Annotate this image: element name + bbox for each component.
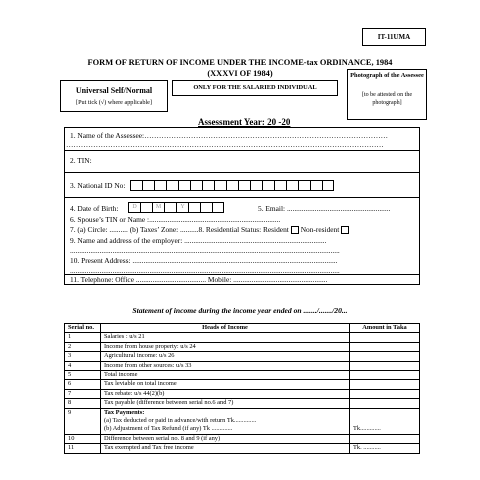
nid-cell[interactable] bbox=[286, 180, 298, 191]
amount-cell[interactable] bbox=[350, 352, 420, 361]
tax-payments-heading: Tax Payments: bbox=[104, 408, 145, 416]
dob-cell[interactable] bbox=[164, 202, 176, 213]
present-address-field[interactable]: 10. Present Address: ............................................................................................................... bbox=[70, 256, 338, 265]
header-serial: Serial no. bbox=[65, 324, 101, 333]
dob-cell[interactable]: M bbox=[152, 202, 164, 213]
tax-payments-amount[interactable]: Tk............. bbox=[353, 425, 381, 433]
amount-cell[interactable]: Tk. ........... bbox=[350, 444, 420, 453]
nid-cell[interactable] bbox=[166, 180, 178, 191]
resident-checkbox[interactable] bbox=[291, 226, 299, 234]
divider bbox=[64, 172, 420, 173]
email-field[interactable]: 5. Email: ........................................................ bbox=[258, 204, 391, 213]
present-address-field-continued[interactable]: .................................................................................................................................................. bbox=[70, 266, 340, 275]
nid-cell[interactable] bbox=[142, 180, 154, 191]
dob-cell[interactable]: D bbox=[128, 202, 140, 213]
salaried-label: ONLY FOR THE SALARIED INDIVIDUAL bbox=[172, 80, 338, 96]
dob-cell[interactable] bbox=[212, 202, 224, 213]
amount-cell[interactable] bbox=[350, 434, 420, 443]
photograph-note: [to be attested on the photograph] bbox=[362, 92, 412, 106]
head-cell bbox=[101, 408, 350, 434]
employer-field[interactable]: 9. Name and address of the employer: ............................................................................. bbox=[70, 236, 327, 245]
head-cell: Agricultural income: u/s 26 bbox=[101, 352, 350, 361]
dob-cell[interactable] bbox=[188, 202, 200, 213]
taxpayer-type-box[interactable] bbox=[60, 80, 168, 112]
table-row bbox=[65, 361, 420, 370]
nid-cell[interactable] bbox=[178, 180, 190, 191]
taxpayer-type-heading: Universal Self/Normal bbox=[75, 86, 153, 95]
table-header-row bbox=[65, 324, 420, 333]
table-row bbox=[65, 389, 420, 398]
table-row bbox=[65, 333, 420, 342]
dob-cell[interactable] bbox=[200, 202, 212, 213]
table-row bbox=[65, 371, 420, 380]
table-row bbox=[65, 444, 420, 453]
head-cell: Total income bbox=[101, 371, 350, 380]
divider bbox=[64, 197, 420, 198]
dob-cell[interactable] bbox=[140, 202, 152, 213]
table-row bbox=[65, 399, 420, 408]
head-cell: Tax exempted and Tax free income bbox=[101, 444, 350, 453]
serial-cell: 1 bbox=[65, 333, 101, 342]
head-cell: Income from other sources: u/s 33 bbox=[101, 361, 350, 370]
amount-cell[interactable] bbox=[350, 399, 420, 408]
nid-label: 3. National ID No: bbox=[70, 181, 126, 190]
head-cell: Tax payable (difference between serial no.6 and 7) bbox=[101, 399, 350, 408]
serial-cell: 9 bbox=[65, 408, 101, 434]
tax-refund-adjustment-line[interactable]: (b) Adjustment of Tax Refund (if any) Tk ............. bbox=[104, 425, 233, 433]
serial-cell: 10 bbox=[65, 434, 101, 443]
nid-cell[interactable] bbox=[322, 180, 334, 191]
serial-cell: 11 bbox=[65, 444, 101, 453]
nid-cell[interactable] bbox=[202, 180, 214, 191]
employer-field-continued[interactable]: .................................................................................................................................................. bbox=[70, 246, 340, 255]
nid-input-cells[interactable] bbox=[130, 180, 334, 191]
header-amount: Amount in Taka bbox=[350, 324, 420, 333]
tin-label: 2. TIN: bbox=[70, 156, 92, 165]
nid-cell[interactable] bbox=[274, 180, 286, 191]
nid-cell[interactable] bbox=[250, 180, 262, 191]
nonresident-checkbox[interactable] bbox=[341, 226, 349, 234]
header-heads-of-income: Heads of Income bbox=[101, 324, 350, 333]
amount-cell[interactable] bbox=[350, 371, 420, 380]
serial-cell: 5 bbox=[65, 371, 101, 380]
amount-cell[interactable] bbox=[350, 361, 420, 370]
nid-cell[interactable] bbox=[262, 180, 274, 191]
amount-cell[interactable] bbox=[350, 342, 420, 351]
table-row bbox=[65, 434, 420, 443]
amount-cell[interactable] bbox=[350, 389, 420, 398]
dob-cell[interactable]: Y bbox=[176, 202, 188, 213]
nid-cell[interactable] bbox=[154, 180, 166, 191]
income-table bbox=[64, 323, 420, 454]
photograph-box[interactable] bbox=[347, 69, 427, 120]
amount-cell[interactable] bbox=[350, 408, 420, 434]
serial-cell: 3 bbox=[65, 352, 101, 361]
circle-zone-residency-line bbox=[70, 225, 349, 234]
nid-cell[interactable] bbox=[226, 180, 238, 191]
nid-cell[interactable] bbox=[130, 180, 142, 191]
assessment-year[interactable]: Assessment Year: 20 -20 bbox=[198, 117, 291, 127]
head-cell: Tax leviable on total income bbox=[101, 380, 350, 389]
table-row-tax-payments bbox=[65, 408, 420, 434]
head-cell: Difference between serial no. 8 and 9 (if any) bbox=[101, 434, 350, 443]
nid-cell[interactable] bbox=[310, 180, 322, 191]
form-code-box: IT-11UMA bbox=[362, 28, 426, 46]
form-title: FORM OF RETURN OF INCOME UNDER THE INCOME-tax ORDINANCE, 1984 bbox=[87, 58, 393, 67]
name-field[interactable]: 1. Name of the Assessee:……………………………………………………………………………………… bbox=[70, 131, 388, 140]
nid-cell[interactable] bbox=[190, 180, 202, 191]
head-cell: Income from house property: u/s 24 bbox=[101, 342, 350, 351]
table-row bbox=[65, 342, 420, 351]
telephone-field[interactable]: 11. Telephone: Office ...................................... Mobile: ................................................... bbox=[70, 275, 328, 284]
head-cell: Salaries : u/s 21 bbox=[101, 333, 350, 342]
serial-cell: 4 bbox=[65, 361, 101, 370]
form-subtitle: (XXXVI OF 1984) bbox=[207, 69, 273, 78]
divider bbox=[64, 150, 420, 151]
dob-label: 4. Date of Birth: bbox=[70, 204, 119, 213]
photograph-title: Photograph of the Assessee bbox=[350, 72, 424, 79]
tax-deducted-line[interactable]: (a) Tax deducted or paid in advance/with return Tk.............. bbox=[104, 417, 257, 425]
table-row bbox=[65, 380, 420, 389]
nid-cell[interactable] bbox=[238, 180, 250, 191]
spouse-field[interactable]: 6. Spouse’s TIN or Name :....................................................................... bbox=[70, 215, 281, 224]
amount-cell[interactable] bbox=[350, 333, 420, 342]
dob-input-cells[interactable] bbox=[128, 202, 224, 213]
serial-cell: 7 bbox=[65, 389, 101, 398]
taxpayer-type-note: [Put tick (√) where applicable] bbox=[76, 99, 152, 106]
nid-cell[interactable] bbox=[214, 180, 226, 191]
head-cell: Tax rebate: u/s 44(2)(b) bbox=[101, 389, 350, 398]
nid-cell[interactable] bbox=[298, 180, 310, 191]
serial-cell: 2 bbox=[65, 342, 101, 351]
serial-cell: 8 bbox=[65, 399, 101, 408]
amount-cell[interactable] bbox=[350, 380, 420, 389]
table-row bbox=[65, 352, 420, 361]
name-field-continued[interactable]: ………………………………………………………………………………………………………………… bbox=[66, 140, 384, 149]
serial-cell: 6 bbox=[65, 380, 101, 389]
statement-title: Statement of income during the income year ended on ......./......./20... bbox=[132, 306, 348, 315]
circle-zone-field[interactable]: 7. (a) Circle: .......... (b) Taxes’ Zone: ..........8. Residential Status: Resident bbox=[70, 225, 289, 234]
nonresident-label: Non-resident bbox=[300, 225, 340, 234]
